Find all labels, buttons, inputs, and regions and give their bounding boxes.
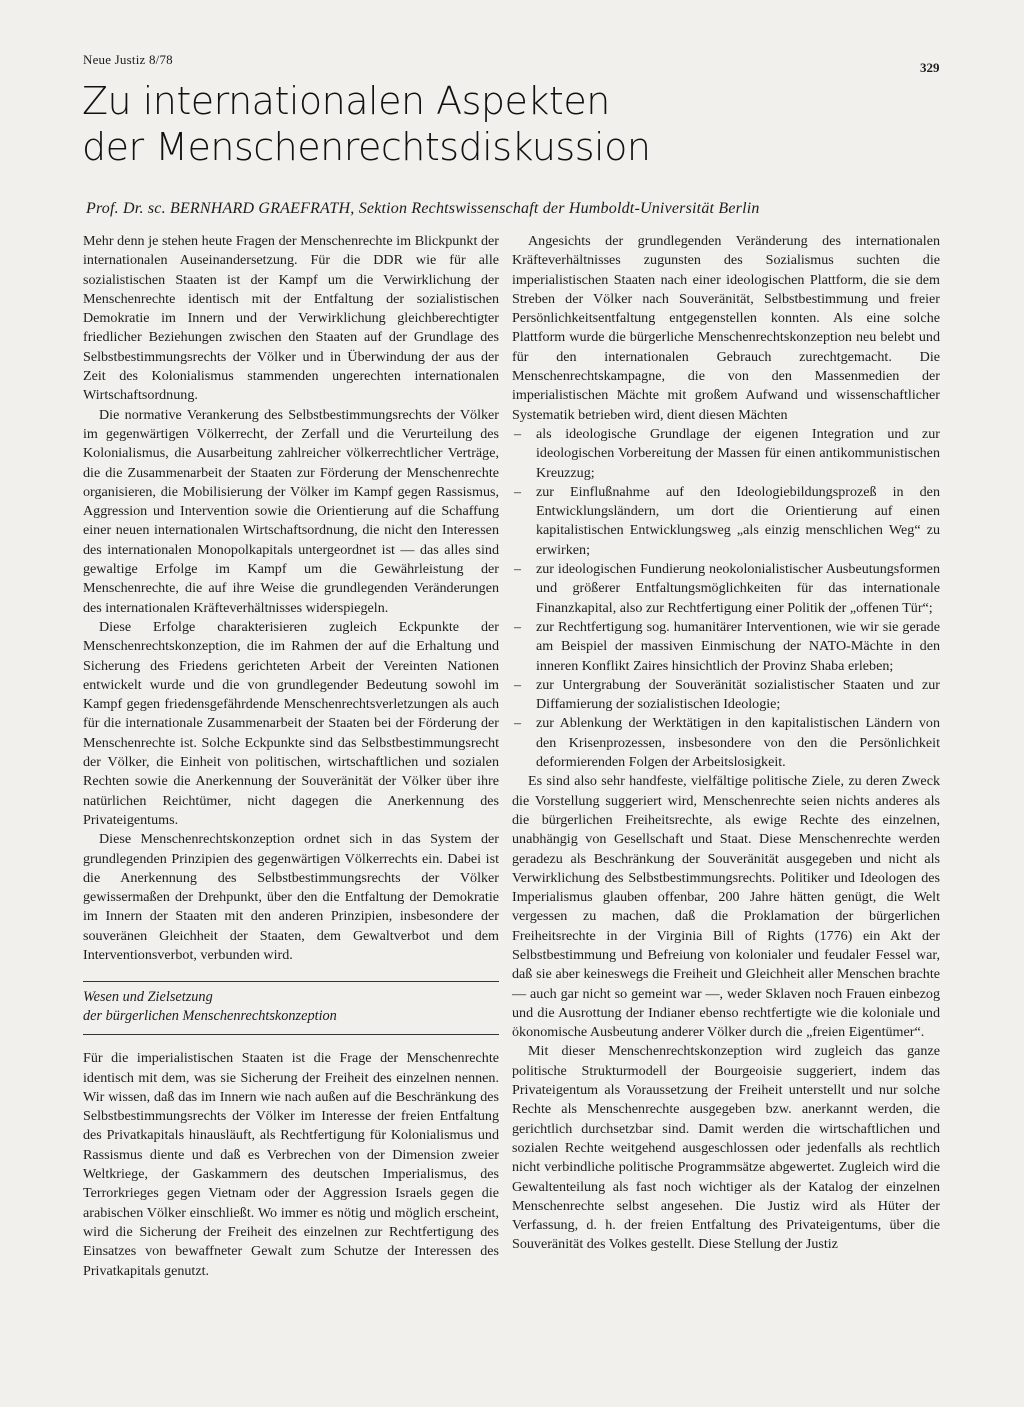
paragraph: Für die imperialistischen Staaten ist die Frage der Menschenrechte identisch mit dem, was sie Sicherung der Freiheit des einzelnen nennen. Wir wissen, daß das im Innern wie nach außen auf die Beschränkung des Selbstbestimmungsrechts der Völker im Interesse der freien Entfaltung des Privatkapitals hinausläuft, als Rechtfertigung für Kolonialismus und Rassismus diente und daß es Verbrechen von der Dimension zweier Weltkriege, der Gaskammern des deutschen Imperialismus, des Terrorkrieges gegen Vietnam oder der Aggression Israels gegen die arabischen Völker einschließt. Wo immer es nötig und möglich erscheint, wird die Sicherung der Freiheit des einzelnen zur Rechtfertigung des Einsatzes von bewaffneter Gewalt zum Schutze der Interessen des Privatkapitals genutzt. [83, 1050, 499, 1279]
list-item: – zur Ablenkung der Werktätigen in den kapitalistischen Ländern von den Krisenprozessen, insbesondere von den die Persönlichkeit deformierenden Folgen der Arbeitslosigkeit. [512, 714, 940, 772]
paragraph: Es sind also sehr handfeste, vielfältige politische Ziele, zu deren Zweck die Vorstellung suggeriert wird, Menschenrechte seien nichts anderes als die bürgerlichen Freiheitsrechte, als ewige Rechte des einzelnen, unabhängig von Gesellschaft und Staat. Diese Menschenrechte werden geradezu als Beschränkung der Souveränität ausgegeben und nicht als Verwirklichung des Selbstbestimmungsrechts. Politiker und Ideologen des Imperialismus glauben offenbar, 200 Jahre hätten genügt, die Welt vergessen zu machen, daß die Proklamation der bürgerlichen Freiheitsrechte in der Virginia Bill of Rights (1776) ein Akt der Selbstbestimmung und Befreiung von kolonialer und feudaler Fessel war, daß sie aber keineswegs die Freiheit und Gleichheit aller Menschen brachte — auch gar nicht so gemeint war —, weder Sklaven noch Frauen einbezog und die Ausrottung der Indianer ebenso rechtfertigte wie die koloniale und ökonomische Ausbeutung anderer Völker durch die „freien Eigentümer“. [512, 773, 940, 1041]
page-number: 329 [920, 60, 940, 75]
paragraph: Angesichts der grundlegenden Veränderung des internationalen Kräfteverhältnisses zugunsten des Sozialismus suchten die imperialistischen Staaten nach einer ideologischen Plattform, die sie dem Streben der Völker nach Souveränität, Selbstbestimmung und freier Persönlichkeitsentfaltung entgegenstellen konnten. Als eine solche Plattform wurde die bürgerliche Menschenrechtskonzeption neu belebt und für den internationalen Gebrauch zurechtgemacht. Die Menschenrechtskampagne, die von den Massenmedien der imperialistischen Mächte mit großem Aufwand und wissenschaftlicher Systematik betrieben wird, dient diesen Mächten [512, 233, 940, 423]
left-column [83, 232, 499, 1332]
paragraph: Mehr denn je stehen heute Fragen der Menschenrechte im Blickpunkt der internationalen Auseinandersetzung. Für die DDR wie für alle sozialistischen Staaten ist der Kampf um die Verwirklichung der Menschenrechte identisch mit der Entfaltung der sozialistischen Demokratie im Innern und der Verwirklichung gleichberechtigter friedlicher Beziehungen zwischen den Staaten auf der Grundlage des Selbstbestimmungsrechts der Völker und in Überwindung der aus der Zeit des Kolonialismus stammenden ungerechten internationalen Wirtschaftsordnung. [83, 233, 499, 404]
paragraph: Diese Erfolge charakterisieren zugleich Eckpunkte der Menschenrechtskonzeption, die im Rahmen der auf die Erhaltung und Sicherung des Friedens gerichteten Arbeit der Vereinten Nationen entwickelt wurde und die von grundlegender Bedeutung sowohl im Kampf gegen friedensgefährdende Menschenrechtsverletzungen als auch für die internationale Zusammenarbeit der Staaten bei der Förderung der Menschenrechte ist. Solche Eckpunkte sind das Selbstbestimmungsrecht der Völker, die Einheit von politischen, wirtschaftlichen und sozialen Rechten sowie die Anerkennung der Souveränität der Völker über ihre natürlichen Reichtümer, nicht dagegen die Anerkennung des Privateigentums. [83, 618, 499, 828]
list-item: – zur Untergrabung der Souveränität sozialistischer Staaten und zur Diffamierung der sozialistischen Ideologie; [512, 676, 940, 715]
subheading-line-2: der bürgerlichen Menschenrechtskonzeption [83, 1008, 337, 1025]
section-subheading [83, 981, 499, 1035]
subheading-line-1: Wesen und Zielsetzung [83, 989, 213, 1006]
list-item: – zur Einflußnahme auf den Ideologiebildungsprozeß in den Entwicklungsländern, um dort die Orientierung auf einen kapitalistischen Entwicklungsweg „als einzig menschlichen Weg“ zu erwirken; [512, 483, 940, 560]
article-title [82, 78, 882, 170]
paragraph: Diese Menschenrechtskonzeption ordnet sich in das System der grundlegenden Prinzipien des gegenwärtigen Völkerrechts ein. Dabei ist die Anerkennung des Selbstbestimmungsrechts der Völker gewissermaßen der Drehpunkt, über den die Entfaltung der Demokratie im Innern der Staaten mit den anderen Prinzipien, insbesondere der souveränen Gleichheit der Staaten, dem Gewaltverbot und dem Interventionsverbot, verbunden wird. [83, 831, 499, 963]
list-item: – als ideologische Grundlage der eigenen Integration und zur ideologischen Vorbereitung der Massen für einen antikommunistischen Kreuzzug; [512, 425, 940, 483]
dash-list [512, 425, 940, 772]
right-column [512, 232, 940, 1255]
title-line-1: Zu internationalen Aspekten [82, 79, 610, 123]
paragraph: Mit dieser Menschenrechtskonzeption wird zugleich das ganze politische Strukturmodell der Bourgeoisie suggeriert, indem das Privateigentum als Voraussetzung der Freiheit unterstellt und nur solche Rechte als Menschenrechte ausgegeben bzw. anerkannt werden, die gerichtlich durchsetzbar sind. Damit werden die wirtschaftlichen und sozialen Rechte weitgehend ausgeschlossen oder jedenfalls als rechtlich nicht verbindliche politische Programmsätze abgewertet. Zugleich wird die Gewaltenteilung als fast noch wichtiger als der Katalog der einzelnen Menschenrechte selbst angesehen. Die Justiz wird als Hüter der Verfassung, d. h. der freien Entfaltung des Privateigentums, über die Souveränität des Volkes gestellt. Diese Stellung der Justiz [512, 1043, 940, 1253]
list-item: – zur ideologischen Fundierung neokolonialistischer Ausbeutungsformen und größerer Entfaltungsmöglichkeiten für das internationale Finanzkapital, also zur Rechtfertigung einer Politik der „offenen Tür“; [512, 560, 940, 618]
list-item: – zur Rechtfertigung sog. humanitärer Interventionen, wie wir sie gerade am Beispiel der massiven Einmischung der NATO-Mächte in den inneren Konflikt Zaires hinsichtlich der Provinz Shaba erleben; [512, 618, 940, 676]
author-byline: Prof. Dr. sc. BERNHARD GRAEFRATH, Sektion Rechtswissenschaft der Humboldt-Universität Berlin [86, 200, 760, 217]
title-line-2: der Menschenrechtsdiskussion [82, 125, 651, 169]
running-header: Neue Justiz 8/78 [83, 52, 173, 67]
paragraph: Die normative Verankerung des Selbstbestimmungsrechts der Völker im gegenwärtigen Völkerrecht, der Zerfall und die Verurteilung des Kolonialismus, die Ausarbeitung zahlreicher völkerrechtlicher Verträge, die die Zusammenarbeit der Staaten zur Förderung der Menschenrechte organisieren, die Mobilisierung der Völker im Kampf gegen Rassismus, Aggression und Intervention sowie die Orientierung auf die Schaffung einer neuen internationalen Wirtschaftsordnung, die nicht den Interessen des internationalen Monopolkapitals untergeordnet ist — das alles sind gewaltige Erfolge im Kampf um die Gewährleistung der Menschenrechte, die auf ihre Weise die grundlegenden Veränderungen des internationalen Kräfteverhältnisses widerspiegeln. [83, 406, 499, 616]
